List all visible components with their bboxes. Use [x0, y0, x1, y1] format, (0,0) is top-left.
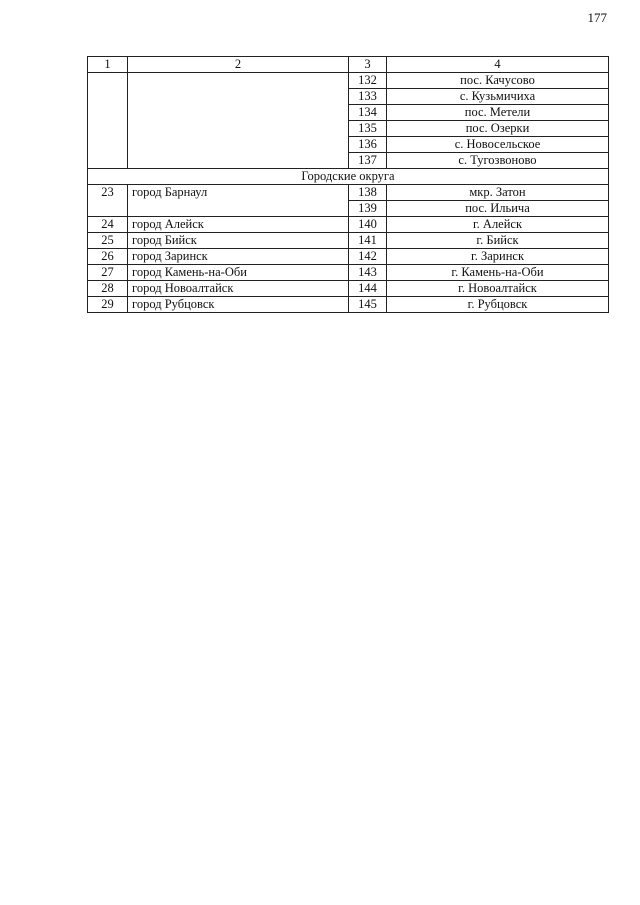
column-header: 3: [349, 57, 387, 73]
settlement-number: 139: [349, 201, 387, 217]
settlement-number: 138: [349, 185, 387, 201]
district-index: 27: [88, 265, 128, 281]
settlement-number: 135: [349, 121, 387, 137]
table-row: [88, 217, 609, 233]
section-row: [88, 169, 609, 185]
settlement-name: г. Алейск: [387, 217, 609, 233]
settlement-name: пос. Метели: [387, 105, 609, 121]
district-name: город Новоалтайск: [128, 281, 349, 297]
settlement-number: 144: [349, 281, 387, 297]
settlement-name: пос. Озерки: [387, 121, 609, 137]
districts-table: [87, 56, 609, 313]
settlement-number: 132: [349, 73, 387, 89]
settlement-name: мкр. Затон: [387, 185, 609, 201]
settlement-name: г. Бийск: [387, 233, 609, 249]
table-row: [88, 297, 609, 313]
settlement-name: с. Тугозвоново: [387, 153, 609, 169]
table-row: [88, 249, 609, 265]
settlement-number: 141: [349, 233, 387, 249]
settlement-name: г. Рубцовск: [387, 297, 609, 313]
settlement-name: г. Камень-на-Оби: [387, 265, 609, 281]
table-header-row: [88, 57, 609, 73]
table-row: [88, 73, 609, 89]
table-row: [88, 265, 609, 281]
settlement-number: 140: [349, 217, 387, 233]
district-index: 23: [88, 185, 128, 217]
district-name: город Камень-на-Оби: [128, 265, 349, 281]
settlement-number: 142: [349, 249, 387, 265]
empty-district-cell: [128, 73, 349, 169]
settlement-number: 137: [349, 153, 387, 169]
settlement-name: г. Новоалтайск: [387, 281, 609, 297]
table-row: [88, 185, 609, 201]
district-index: 24: [88, 217, 128, 233]
district-name: город Рубцовск: [128, 297, 349, 313]
settlement-number: 145: [349, 297, 387, 313]
district-index: 26: [88, 249, 128, 265]
settlement-number: 133: [349, 89, 387, 105]
district-index: 29: [88, 297, 128, 313]
district-index: 25: [88, 233, 128, 249]
settlement-number: 143: [349, 265, 387, 281]
empty-index-cell: [88, 73, 128, 169]
settlement-name: пос. Ильича: [387, 201, 609, 217]
settlement-number: 136: [349, 137, 387, 153]
section-title: Городские округа: [88, 169, 609, 185]
page-number: 177: [587, 10, 607, 25]
district-name: город Алейск: [128, 217, 349, 233]
column-header: 2: [128, 57, 349, 73]
column-header: 1: [88, 57, 128, 73]
settlement-name: с. Кузьмичиха: [387, 89, 609, 105]
district-index: 28: [88, 281, 128, 297]
table-row: [88, 233, 609, 249]
settlement-number: 134: [349, 105, 387, 121]
settlement-name: с. Новосельское: [387, 137, 609, 153]
district-name: город Барнаул: [128, 185, 349, 217]
district-name: город Заринск: [128, 249, 349, 265]
district-name: город Бийск: [128, 233, 349, 249]
table-row: [88, 281, 609, 297]
column-header: 4: [387, 57, 609, 73]
settlement-name: г. Заринск: [387, 249, 609, 265]
settlement-name: пос. Качусово: [387, 73, 609, 89]
